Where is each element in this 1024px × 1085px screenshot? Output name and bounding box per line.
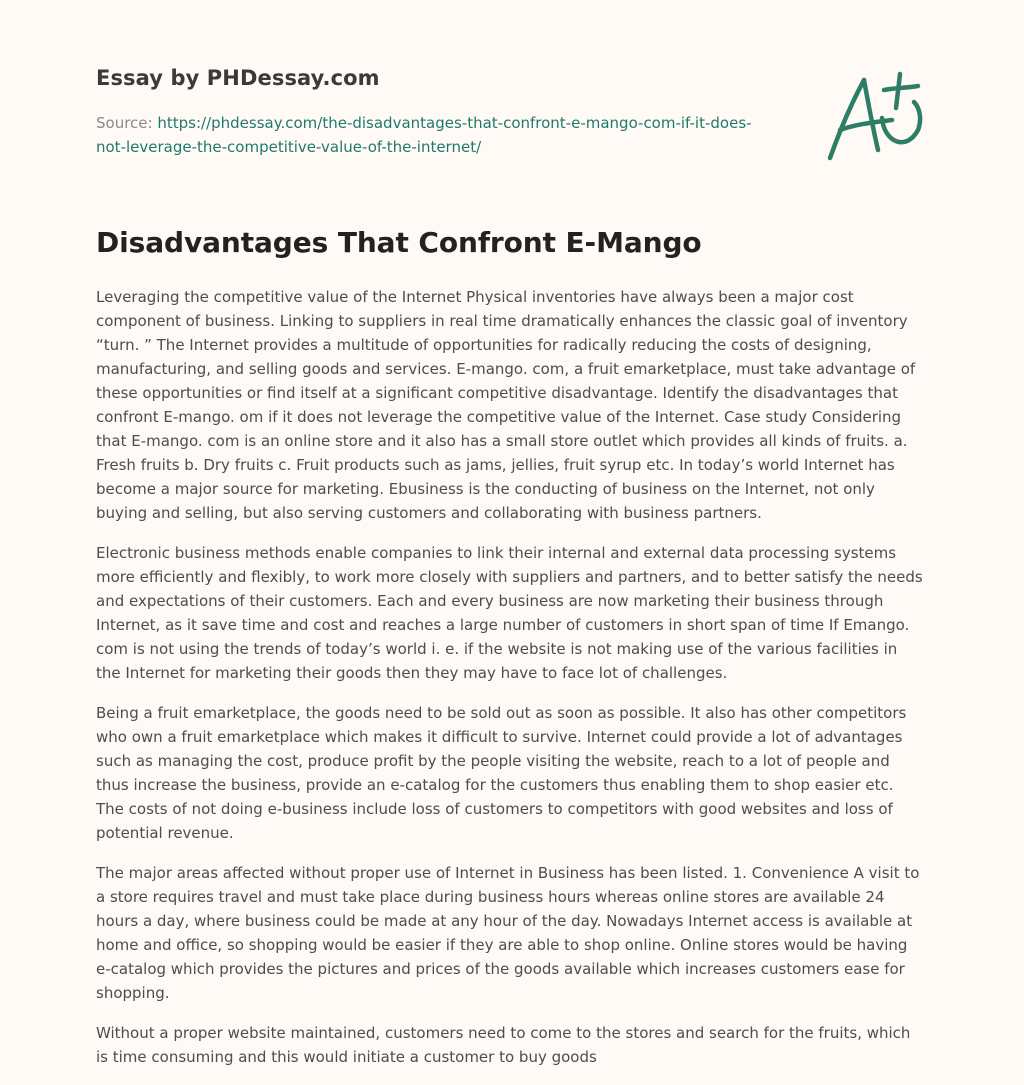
site-brand: Essay by PHDessay.com xyxy=(96,66,380,90)
source-label: Source: xyxy=(96,114,153,132)
essay-paragraph: Being a fruit emarketplace, the goods need to be sold out as soon as possible. It also has other competitors who own a fruit emarketplace which makes it difficult to survive. Internet could provide a lot of advantages such as managing the cost, produce profit by the people visiting the website, reach to a lot of people and thus increase the business, provide an e-catalog for the customers thus enabling them to shop easier etc. The costs of not doing e-business include loss of customers to competitors with good websites and loss of potential revenue. xyxy=(96,704,907,842)
source-link-line-2: not-leverage-the-competitive-value-of-the-internet/ xyxy=(96,138,482,156)
essay-paragraph: Leveraging the competitive value of the Internet Physical inventories have always been a major cost component of business. Linking to suppliers in real time dramatically enhances the classic goal of inventory “turn. ” The Internet provides a multitude of opportunities for radically reducing the costs of designing, manufacturing, and selling goods and services. E-mango. com, a fruit emarketplace, must take advantage of these opportunities or find itself at a significant competitive disadvantage. Identify the disadvantages that confront E-mango. om if it does not leverage the competitive value of the Internet. Case study Considering that E-mango. com is an online store and it also has a small store outlet which provides all kinds of fruits. a. Fresh fruits b. Dry fruits c. Fruit products such as jams, jellies, fruit syrup etc. In today’s world Internet has become a major source for marketing. Ebusiness is the conducting of business on the Internet, not only buying and selling, but also serving customers and collaborating with business partners. xyxy=(96,288,916,522)
essay-paragraph: Without a proper website maintained, customers need to come to the stores and search for the fruits, which is time consuming and this would initiate a customer to buy goods xyxy=(96,1024,911,1066)
source-line xyxy=(96,111,786,159)
source-link-line-1: https://phdessay.com/the-disadvantages-that-confront-e-mango-com-if-it-does- xyxy=(157,114,752,132)
essay-paragraph: Electronic business methods enable companies to link their internal and external data processing systems more efficiently and flexibly, to work more closely with suppliers and partners, and to better satisfy the needs and expectations of their customers. Each and every business are now marketing their business through Internet, as it save time and cost and reaches a large number of customers in short span of time If Emango. com is not using the trends of today’s world i. e. if the website is not making use of the various facilities in the Internet for marketing their goods then they may have to face lot of challenges. xyxy=(96,544,923,682)
a-plus-grade-icon xyxy=(826,68,926,164)
source-link[interactable] xyxy=(96,114,752,156)
essay-paragraph: The major areas affected without proper use of Internet in Business has been listed. 1. Convenience A visit to a store requires travel and must take place during business hours whereas online stores are available 24 hours a day, where business could be made at any hour of the day. Nowadays Internet access is available at home and office, so shopping would be easier if they are able to shop online. Online stores would be having e-catalog which provides the pictures and prices of the goods available which increases customers ease for shopping. xyxy=(96,864,920,1002)
essay-body xyxy=(96,285,926,1085)
essay-title: Disadvantages That Confront E-Mango xyxy=(96,226,702,259)
